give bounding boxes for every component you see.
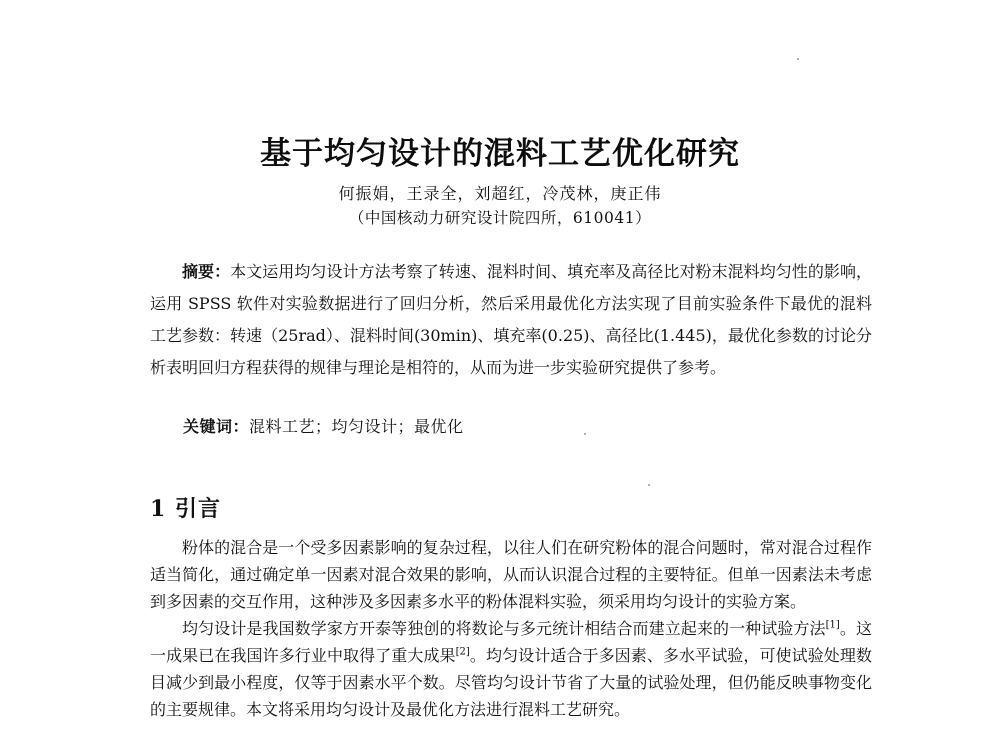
scan-speck: [797, 58, 799, 60]
paper-title: 基于均匀设计的混料工艺优化研究: [260, 136, 740, 172]
paragraph: [150, 615, 872, 723]
scan-speck: [648, 484, 650, 486]
paragraph: 粉体的混合是一个受多因素影响的复杂过程，以往人们在研究粉体的混合问题时，常对混合过程作适当简化，通过确定单一因素对混合效果的影响，从而认识混合过程的主要特征。但单一因素法未考虑到多因素的交互作用，这种涉及多因素多水平的粉体混料实验，须采用均匀设计的实验方案。: [150, 538, 872, 611]
paragraph-text: 。均匀设计适合于多因素、多水平试验，可使试验处理数目减少到最小程度，仅等于因素水平个数。尽管均匀设计节省了大量的试验处理，但仍能反映事物变化的主要规律。本文将采用均匀设计及最优化方法进行混料工艺研究。: [150, 646, 872, 719]
abstract: [150, 256, 872, 384]
author-list: 何振娟，王录全，刘超红，冷茂林，庚正伟: [338, 184, 662, 203]
citation-ref: [2]: [455, 646, 470, 658]
keywords-label: 关键词：: [183, 417, 250, 436]
affiliation: （中国核动力研究设计院四所，610041）: [348, 209, 652, 227]
paragraph-text: 。这一成果已在我国许多行业中取得了重大成果: [150, 619, 872, 665]
keywords: [183, 412, 464, 442]
paragraph-text: 均匀设计是我国数学家方开泰等独创的将数论与多元统计相结合而建立起来的一种试验方法: [182, 619, 826, 638]
introduction-body: [150, 534, 872, 723]
citation-ref: [1]: [825, 619, 840, 631]
abstract-text: 本文运用均匀设计方法考察了转速、混料时间、填充率及高径比对粉末混料均匀性的影响，运用 SPSS 软件对实验数据进行了回归分析，然后采用最优化方法实现了目前实验条件下最优的混料工艺参数：转速（25rad）、混料时间(30min)、填充率(0.25)、高径比(1.445)，最优化参数的讨论分析表明回归方程获得的规律与理论是相符的，从而为进一步实验研究提供了参考。: [150, 262, 872, 377]
abstract-label: 摘要：: [182, 262, 231, 281]
scan-speck: [584, 433, 586, 435]
section-heading-introduction: 1 引言: [150, 496, 221, 522]
keywords-text: 混料工艺；均匀设计；最优化: [249, 417, 464, 436]
